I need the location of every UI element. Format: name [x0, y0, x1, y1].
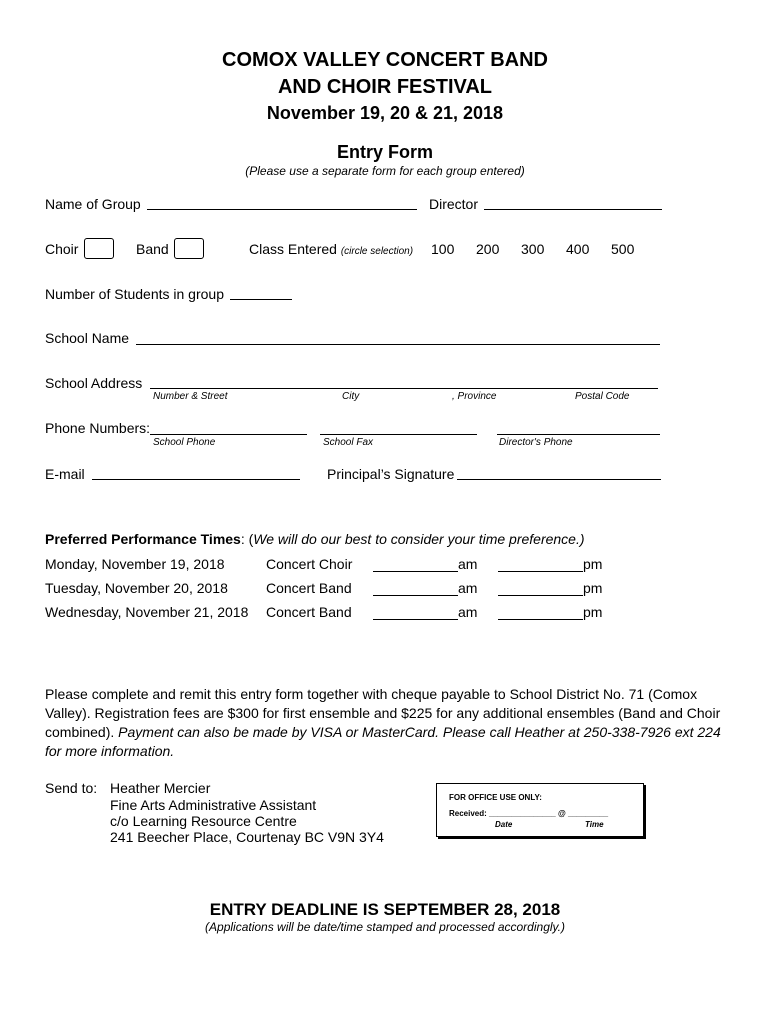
- email-field[interactable]: [92, 479, 300, 480]
- choir-label: Choir: [45, 241, 79, 257]
- address-province-caption: , Province: [452, 391, 497, 402]
- name-of-group-label: Name of Group: [45, 196, 141, 212]
- office-date-caption: Date: [495, 820, 513, 829]
- form-note: (Please use a separate form for each group entered): [245, 164, 525, 178]
- instructions-payment-text: Payment can also be made by VISA or MasterCard. Please call Heather at 250-338-7926 ext 224 for more information.: [45, 724, 721, 759]
- class-option-400[interactable]: 400: [566, 241, 590, 257]
- school-address-label: School Address: [45, 375, 143, 391]
- director-phone-caption: Director's Phone: [499, 437, 573, 448]
- school-fax-caption: School Fax: [323, 437, 374, 448]
- school-phone-field[interactable]: [150, 434, 307, 435]
- performance-day-2: Tuesday, November 20, 2018: [45, 580, 228, 596]
- director-phone-field[interactable]: [497, 434, 660, 435]
- num-students-field[interactable]: [230, 299, 292, 300]
- office-received-line: Received: _______________ @ _________: [449, 809, 609, 818]
- school-name-field[interactable]: [136, 344, 660, 345]
- office-use-title: FOR OFFICE USE ONLY:: [449, 793, 542, 802]
- title-line-1: COMOX VALLEY CONCERT BAND: [222, 49, 548, 71]
- choir-checkbox[interactable]: [84, 238, 114, 259]
- performance-heading-colon: : (: [240, 531, 254, 547]
- performance-am-label-3: am: [458, 604, 478, 620]
- performance-pm-label-2: pm: [583, 580, 603, 596]
- director-field[interactable]: [484, 209, 662, 210]
- office-use-box: [436, 783, 644, 837]
- send-to-care-of: c/o Learning Resource Centre: [110, 813, 297, 829]
- school-phone-caption: School Phone: [153, 437, 216, 448]
- performance-am-field-3[interactable]: [373, 619, 458, 620]
- performance-am-label-1: am: [458, 556, 478, 572]
- performance-heading: [45, 531, 585, 547]
- band-label: Band: [136, 241, 169, 257]
- circle-selection-note: (circle selection): [340, 246, 414, 257]
- school-name-label: School Name: [45, 330, 130, 346]
- performance-pm-field-1[interactable]: [498, 571, 583, 572]
- band-checkbox[interactable]: [174, 238, 204, 259]
- class-option-500[interactable]: 500: [611, 241, 635, 257]
- address-postal-caption: Postal Code: [575, 391, 630, 402]
- class-entered-text: Class Entered: [249, 241, 337, 257]
- school-fax-field[interactable]: [320, 434, 477, 435]
- instructions-paragraph: [45, 685, 735, 761]
- send-to-address: 241 Beecher Place, Courtenay BC V9N 3Y4: [110, 829, 384, 845]
- performance-pm-label-1: pm: [583, 556, 603, 572]
- send-to-name: Heather Mercier: [110, 780, 211, 796]
- class-entered-label: [249, 241, 413, 257]
- performance-day-1: Monday, November 19, 2018: [45, 556, 225, 572]
- phone-numbers-label: Phone Numbers:: [45, 420, 151, 436]
- principal-signature-field[interactable]: [457, 479, 661, 480]
- title-line-2: AND CHOIR FESTIVAL: [277, 76, 493, 98]
- festival-dates: November 19, 20 & 21, 2018: [266, 103, 504, 123]
- email-label: E-mail: [45, 466, 85, 482]
- performance-pm-field-2[interactable]: [498, 595, 583, 596]
- performance-pm-label-3: pm: [583, 604, 603, 620]
- send-to-title: Fine Arts Administrative Assistant: [110, 797, 317, 813]
- class-option-100[interactable]: 100: [431, 241, 455, 257]
- send-to-label: Send to:: [45, 780, 98, 796]
- address-street-caption: Number & Street: [153, 391, 228, 402]
- performance-am-field-2[interactable]: [373, 595, 458, 596]
- address-city-caption: City: [342, 391, 360, 402]
- office-time-caption: Time: [585, 820, 604, 829]
- school-address-field[interactable]: [150, 388, 658, 389]
- class-option-300[interactable]: 300: [521, 241, 545, 257]
- entry-deadline: ENTRY DEADLINE IS SEPTEMBER 28, 2018: [209, 900, 561, 919]
- performance-heading-bold: Preferred Performance Times: [45, 531, 241, 547]
- principal-signature-label: Principal’s Signature: [327, 466, 455, 482]
- performance-group-3: Concert Band: [266, 604, 352, 620]
- instructions-text: Please complete and remit this entry form together with cheque payable to School District No. 71 (Comox Valley). Registration fees are $300 for first ensemble and $225 for any additional ensembles (Band and Choir combined).: [45, 686, 721, 740]
- deadline-note: (Applications will be date/time stamped and processed accordingly.): [205, 920, 565, 934]
- performance-day-3: Wednesday, November 21, 2018: [45, 604, 249, 620]
- name-of-group-field[interactable]: [147, 209, 417, 210]
- performance-group-2: Concert Band: [266, 580, 352, 596]
- form-title: Entry Form: [336, 142, 433, 162]
- performance-pm-field-3[interactable]: [498, 619, 583, 620]
- performance-group-1: Concert Choir: [266, 556, 353, 572]
- class-option-200[interactable]: 200: [476, 241, 500, 257]
- performance-am-field-1[interactable]: [373, 571, 458, 572]
- num-students-label: Number of Students in group: [45, 286, 224, 302]
- performance-am-label-2: am: [458, 580, 478, 596]
- performance-heading-note: We will do our best to consider your time preference.): [253, 531, 585, 547]
- director-label: Director: [429, 196, 479, 212]
